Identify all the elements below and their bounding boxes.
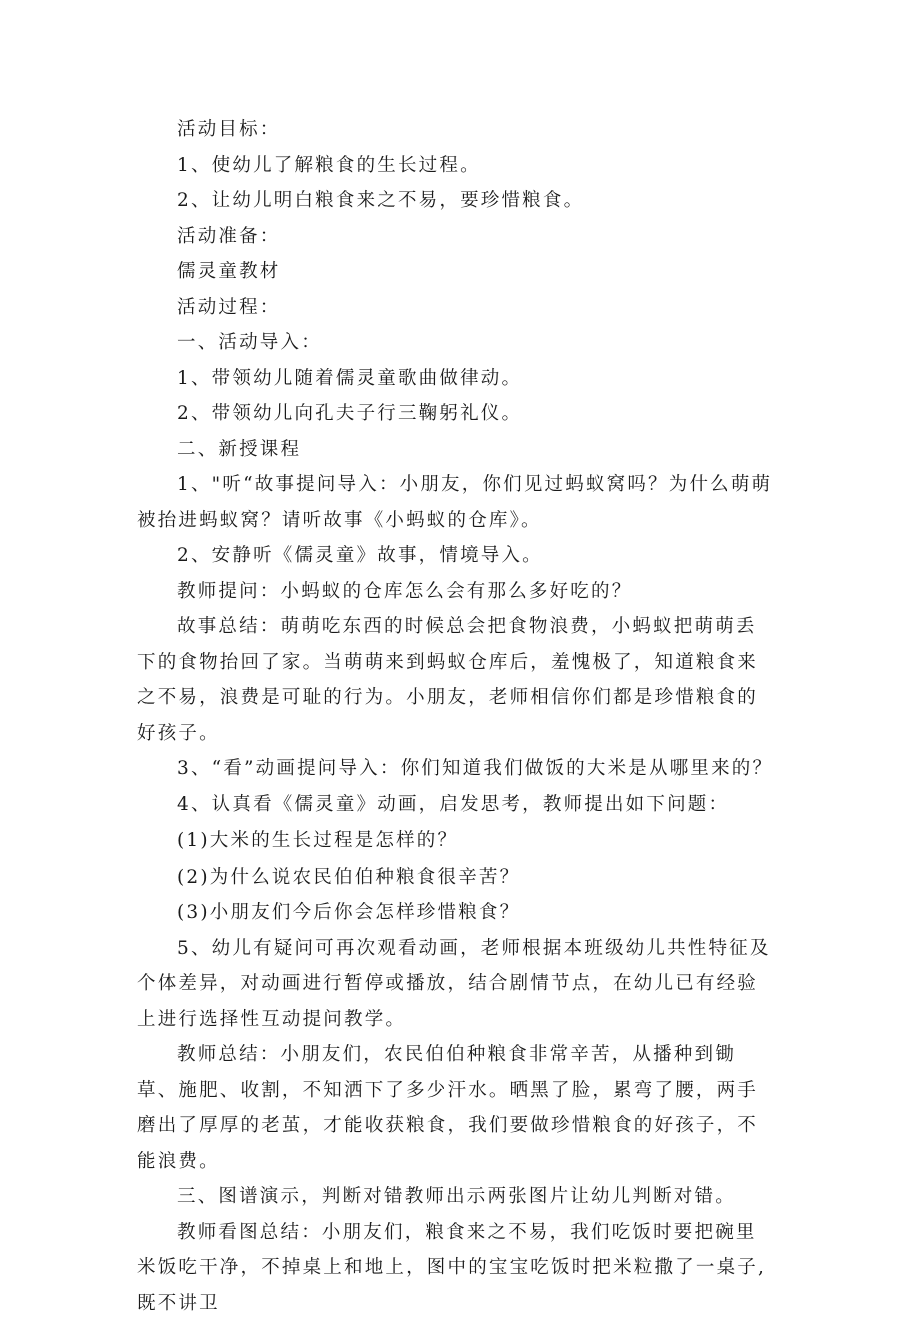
lesson-item-1: 1、"听“故事提问导入：小朋友，你们见过蚂蚁窝吗？为什么萌萌被抬进蚂蚁窝？请听故事《小蚂蚁的仓库》。 xyxy=(137,467,777,538)
intro-item-1: 1、带领幼儿随着儒灵童歌曲做律动。 xyxy=(137,361,777,397)
goal-item-1: 1、使幼儿了解粮食的生长过程。 xyxy=(137,148,777,184)
process-step-new-lesson: 二、新授课程 xyxy=(137,432,777,468)
goal-item-2: 2、让幼儿明白粮食来之不易，要珍惜粮食。 xyxy=(137,183,777,219)
lesson-item-2: 2、安静听《儒灵童》故事，情境导入。 xyxy=(137,538,777,574)
story-summary: 故事总结：萌萌吃东西的时候总会把食物浪费，小蚂蚁把萌萌丢下的食物抬回了家。当萌萌来到蚂蚁仓库后，羞愧极了，知道粮食来之不易，浪费是可耻的行为。小朋友，老师相信你们都是珍惜粮食的好孩子。 xyxy=(137,609,777,751)
process-step-intro: 一、活动导入： xyxy=(137,325,777,361)
section-heading-goals: 活动目标： xyxy=(137,112,777,148)
question-1: (1)大米的生长过程是怎样的？ xyxy=(137,823,777,859)
lesson-item-3: 3、“看”动画提问导入：你们知道我们做饭的大米是从哪里来的？ xyxy=(137,751,777,787)
lesson-item-5: 5、幼儿有疑问可再次观看动画，老师根据本班级幼儿共性特征及个体差异，对动画进行暂停或播放，结合剧情节点，在幼儿已有经验上进行选择性互动提问教学。 xyxy=(137,931,777,1038)
question-3: (3)小朋友们今后你会怎样珍惜粮食？ xyxy=(137,895,777,931)
picture-summary: 教师看图总结：小朋友们，粮食来之不易，我们吃饭时要把碗里米饭吃干净，不掉桌上和地上，图中的宝宝吃饭时把米粒撒了一桌子,既不讲卫 xyxy=(137,1215,777,1321)
section-heading-process: 活动过程： xyxy=(137,290,777,326)
preparation-item: 儒灵童教材 xyxy=(137,254,777,290)
teacher-question: 教师提问：小蚂蚁的仓库怎么会有那么多好吃的？ xyxy=(137,574,777,610)
teacher-summary: 教师总结：小朋友们，农民伯伯种粮食非常辛苦，从播种到锄草、施肥、收割，不知洒下了多少汗水。晒黑了脸，累弯了腰，两手磨出了厚厚的老茧，才能收获粮食，我们要做珍惜粮食的好孩子，不能浪费。 xyxy=(137,1037,777,1179)
question-2: (2)为什么说农民伯伯种粮食很辛苦？ xyxy=(137,860,777,896)
process-step-picture-demo: 三、图谱演示，判断对错教师出示两张图片让幼儿判断对错。 xyxy=(137,1179,777,1215)
lesson-item-4: 4、认真看《儒灵童》动画，启发思考，教师提出如下问题： xyxy=(137,787,777,823)
intro-item-2: 2、带领幼儿向孔夫子行三鞠躬礼仪。 xyxy=(137,396,777,432)
section-heading-preparation: 活动准备： xyxy=(137,219,777,255)
document-body xyxy=(137,112,777,1321)
